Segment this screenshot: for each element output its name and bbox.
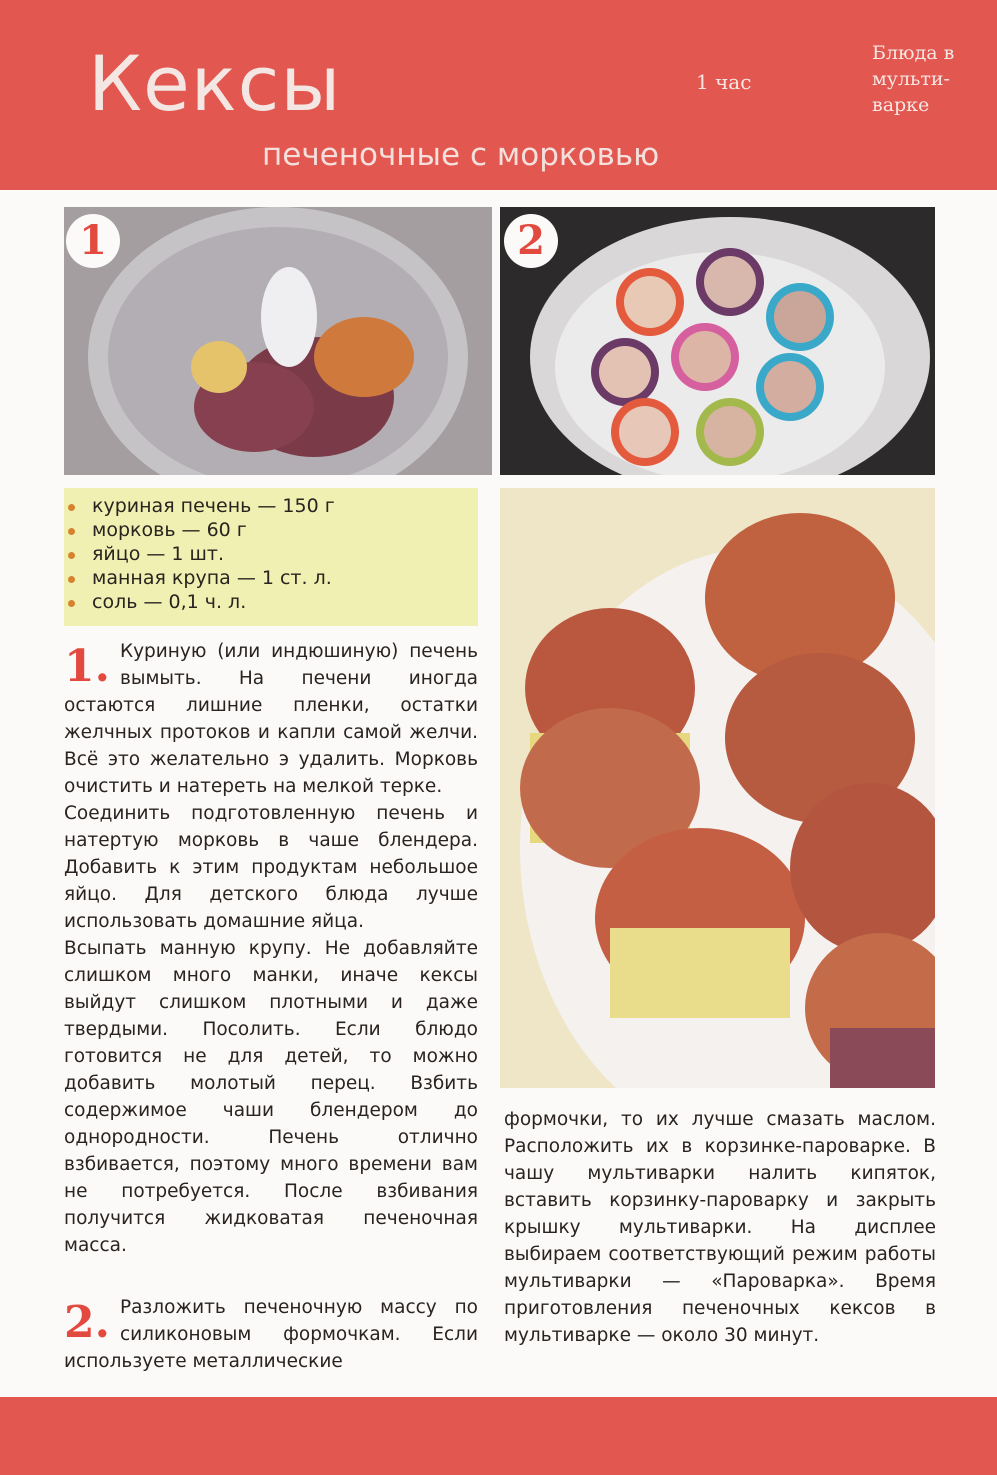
photo-bowl-ingredients	[64, 207, 492, 475]
photo-finished-muffins	[500, 488, 935, 1088]
ingredient-item: морковь — 60 г	[64, 518, 478, 542]
photo-step-number: 2	[504, 214, 558, 268]
step-1-text	[64, 638, 478, 1259]
photo-molds-steamer	[500, 207, 935, 475]
step-2-text-right	[504, 1106, 936, 1349]
step-2-text-left	[64, 1294, 478, 1375]
footer-band	[0, 1397, 997, 1475]
step-number: 1.	[64, 641, 110, 692]
category-line: Блюда в	[872, 42, 955, 64]
recipe-subtitle: печеночные с морковью	[262, 137, 660, 173]
ingredient-item: куриная печень — 150 г	[64, 494, 478, 518]
ingredients-list	[64, 488, 478, 626]
ingredient-item: манная крупа — 1 ст. л.	[64, 566, 478, 590]
step-number: 2.	[64, 1297, 110, 1348]
step-paragraph: формочки, то их лучше смазать маслом. Расположить их в корзинке-пароварке. В чашу мультиварки налить кипяток, вставить корзинку-пароварку и закрыть крышку мультиварки. На дисплее выбираем соответствующий режим работы мультиварки — «Пароварка». Время приготовления печеночных кексов в мультиварке — около 30 минут.	[504, 1109, 936, 1346]
step-paragraph: Куриную (или индюшиную) печень вымыть. На печени иногда остаются лишние пленки, остатки желчных протоков и капли самой желчи. Всё это желательно э удалить. Морковь очистить и натереть на мелкой терке.	[64, 641, 478, 797]
recipe-title: Кексы	[88, 39, 342, 128]
photo-step-number: 1	[66, 214, 120, 268]
ingredient-item: яйцо — 1 шт.	[64, 542, 478, 566]
ingredient-item: соль — 0,1 ч. л.	[64, 590, 478, 614]
category-line: мульти-	[872, 68, 950, 90]
step-paragraph: Всыпать манную крупу. Не добавляйте слишком много манки, иначе кексы выйдут слишком плотными и даже твердыми. Посолить. Если блюдо готовится не для детей, то можно добавить молотый перец. Взбить содержимое чаши блендером до однородности. Печень отлично взбивается, поэтому много времени вам не потребуется. После взбивания получится жидковатая печеночная масса.	[64, 938, 478, 1256]
step-paragraph: Соединить подготовленную печень и натертую морковь в чаше блендера. Добавить к этим продуктам небольшое яйцо. Для детского блюда лучше использовать домашние яйца.	[64, 803, 478, 932]
category-label	[872, 40, 982, 118]
cooking-time: 1 час	[696, 70, 752, 94]
step-paragraph: Разложить печеночную массу по силиконовым формочкам. Если используете металлические	[64, 1297, 478, 1372]
category-line: варке	[872, 94, 930, 116]
